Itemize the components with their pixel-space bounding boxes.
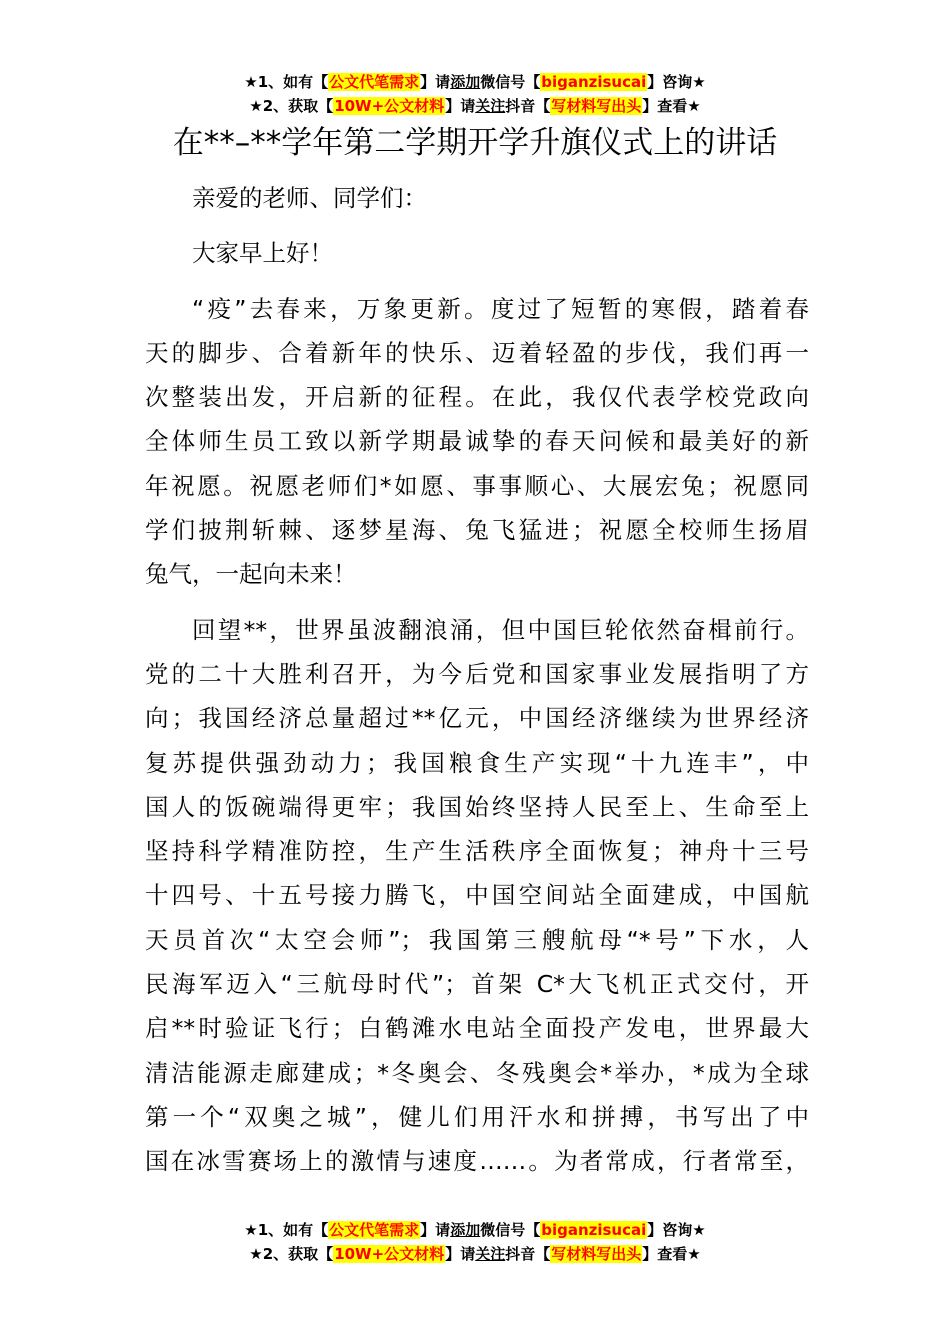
paragraph-line: 回望**，世界虽波翻浪涌，但中国巨轮依然奋楫前行。 bbox=[192, 615, 809, 644]
banner-douyin-id: 写材料写出头 bbox=[551, 97, 642, 115]
banner-underline: 关注 bbox=[475, 1245, 506, 1263]
banner-text: 】请 bbox=[420, 1221, 451, 1239]
banner-text: 】咨询★ bbox=[647, 73, 706, 91]
paragraph-line: 向；我国经济总量超过**亿元，中国经济继续为世界经济 bbox=[145, 704, 809, 733]
paragraph-line: 国人的饭碗端得更牢；我国始终坚持人民至上、生命至上 bbox=[145, 792, 809, 821]
banner-text: ★2、获取【 bbox=[249, 1245, 334, 1263]
banner-wechat-id: biganzisucai bbox=[541, 1221, 647, 1239]
banner-underline: 添加 bbox=[450, 73, 481, 91]
banner-text: 微信号【 bbox=[480, 1221, 541, 1239]
paragraph-line: “疫”去春来，万象更新。度过了短暂的寒假，踏着春 bbox=[192, 294, 809, 323]
banner-line-1 bbox=[0, 1218, 950, 1242]
banner-text: ★1、如有【 bbox=[244, 1221, 329, 1239]
banner-line-2 bbox=[0, 1242, 950, 1266]
paragraph-line: 第一个“双奥之城”，健儿们用汗水和拼搏，书写出了中 bbox=[145, 1102, 809, 1131]
banner-text: 抖音【 bbox=[505, 1245, 551, 1263]
paragraph-line: 十四号、十五号接力腾飞，中国空间站全面建成，中国航 bbox=[145, 881, 809, 910]
paragraph-line: 复苏提供强劲动力；我国粮食生产实现“十九连丰”，中 bbox=[145, 748, 809, 777]
banner-underline: 添加 bbox=[450, 1221, 481, 1239]
banner-douyin-id: 写材料写出头 bbox=[551, 1245, 642, 1263]
paragraph-line: 民海军迈入“三航母时代”；首架 C*大飞机正式交付，开 bbox=[145, 970, 809, 999]
paragraph-line: 年祝愿。祝愿老师们*如愿、事事顺心、大展宏兔；祝愿同 bbox=[145, 471, 809, 500]
banner-line-2 bbox=[0, 94, 950, 118]
banner-highlight: 公文代笔需求 bbox=[329, 1221, 420, 1239]
document-body bbox=[145, 176, 809, 1184]
banner-line-1 bbox=[0, 70, 950, 94]
paragraph-line: 兔气，一起向未来！ bbox=[145, 560, 357, 589]
paragraph-line: 国在冰雪赛场上的激情与速度……。为者常成，行者常至， bbox=[145, 1147, 809, 1176]
document-title: 在**–**学年第二学期开学升旗仪式上的讲话 bbox=[172, 125, 778, 161]
banner-highlight: 10W+公文材料 bbox=[334, 97, 445, 115]
banner-text: 】查看★ bbox=[642, 1245, 701, 1263]
paragraph-line: 学们披荆斩棘、逐梦星海、兔飞猛进；祝愿全校师生扬眉 bbox=[145, 516, 809, 545]
paragraph-line: 天的脚步、合着新年的快乐、迈着轻盈的步伐，我们再一 bbox=[145, 338, 809, 367]
banner-text: 微信号【 bbox=[480, 73, 541, 91]
paragraph-line: 天员首次“太空会师”；我国第三艘航母“*号”下水，人 bbox=[145, 925, 809, 954]
banner-text: ★1、如有【 bbox=[244, 73, 329, 91]
banner-text: 】查看★ bbox=[642, 97, 701, 115]
paragraph-1 bbox=[145, 287, 809, 597]
paragraph-line: 党的二十大胜利召开，为今后党和国家事业发展指明了方 bbox=[145, 659, 809, 688]
footer-banner bbox=[0, 1218, 950, 1266]
paragraph-line: 清洁能源走廊建成；*冬奥会、冬残奥会*举办，*成为全球 bbox=[145, 1058, 809, 1087]
greeting: 大家早上好！ bbox=[192, 239, 333, 268]
banner-text: 】请 bbox=[420, 73, 451, 91]
banner-highlight: 公文代笔需求 bbox=[329, 73, 420, 91]
banner-underline: 关注 bbox=[475, 97, 506, 115]
paragraph-line: 全体师生员工致以新学期最诚挚的春天问候和最美好的新 bbox=[145, 427, 809, 456]
salutation: 亲爱的老师、同学们： bbox=[192, 184, 427, 212]
banner-highlight: 10W+公文材料 bbox=[334, 1245, 445, 1263]
banner-text: 】请 bbox=[445, 97, 476, 115]
header-banner bbox=[0, 70, 950, 118]
banner-text: ★2、获取【 bbox=[249, 97, 334, 115]
banner-text: 】请 bbox=[445, 1245, 476, 1263]
banner-text: 抖音【 bbox=[505, 97, 551, 115]
paragraph-line: 启**时验证飞行；白鹤滩水电站全面投产发电，世界最大 bbox=[145, 1014, 809, 1043]
banner-wechat-id: biganzisucai bbox=[541, 73, 647, 91]
paragraph-2 bbox=[145, 608, 809, 1184]
banner-text: 】咨询★ bbox=[647, 1221, 706, 1239]
paragraph-line: 次整装出发，开启新的征程。在此，我仅代表学校党政向 bbox=[145, 383, 809, 412]
paragraph-line: 坚持科学精准防控，生产生活秩序全面恢复；神舟十三号 bbox=[145, 837, 809, 866]
